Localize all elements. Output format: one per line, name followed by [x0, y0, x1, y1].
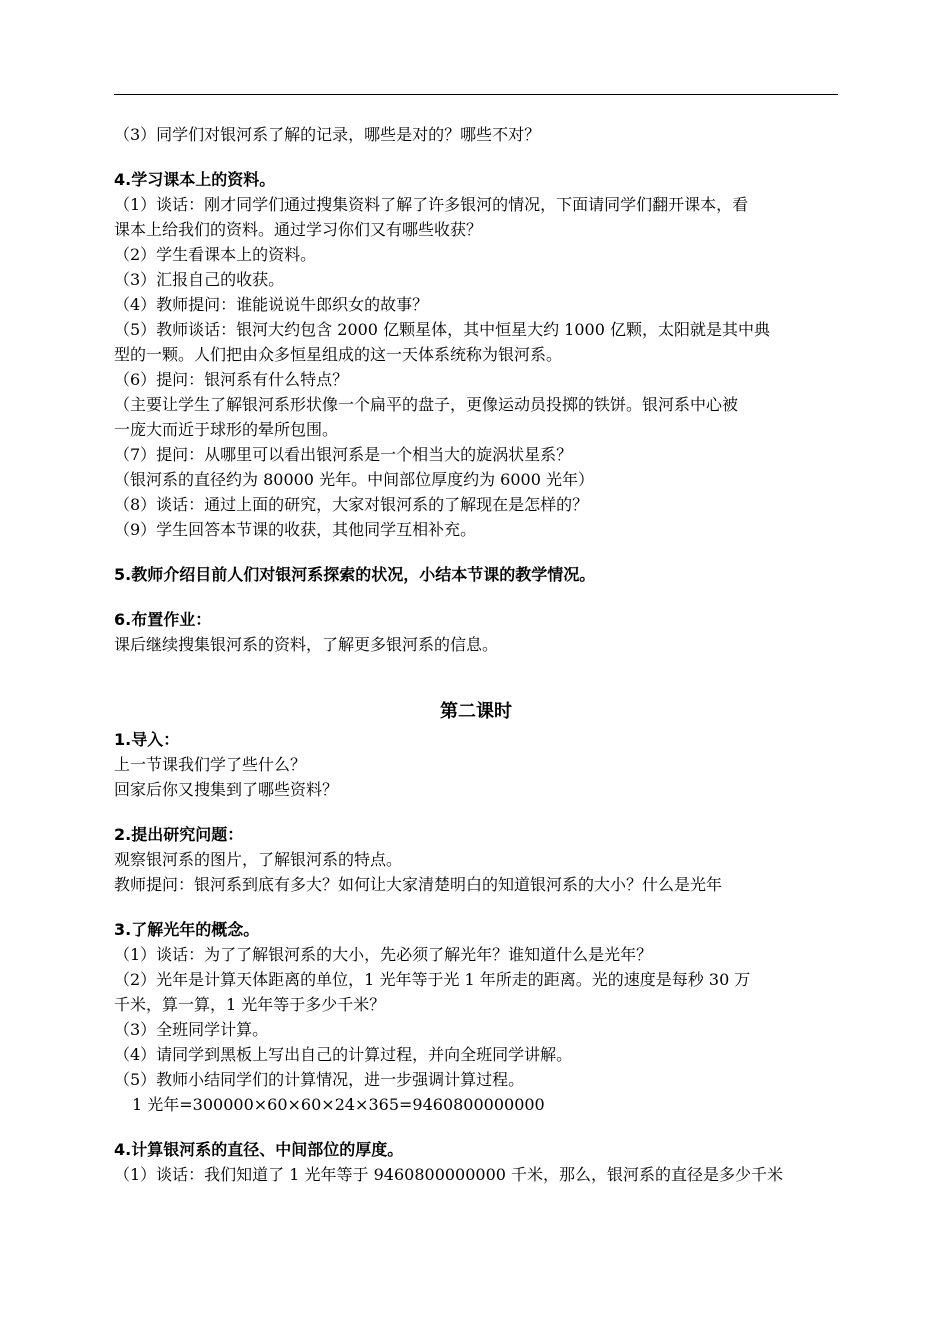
paragraph: （2）光年是计算天体距离的单位，1 光年等于光 1 年所走的距离。光的速度是每秒 30 万	[114, 970, 751, 989]
paragraph: （2）学生看课本上的资料。	[114, 245, 317, 264]
paragraph: 课本上给我们的资料。通过学习你们又有哪些收获？	[114, 220, 483, 239]
paragraph: （6）提问：银河系有什么特点？	[114, 370, 349, 389]
document-body	[114, 122, 838, 1187]
section-heading: 1.导入：	[114, 730, 180, 749]
paragraph: （4）教师提问：谁能说说牛郎织女的故事？	[114, 295, 429, 314]
paragraph: （8）谈话：通过上面的研究，大家对银河系的了解现在是怎样的？	[114, 495, 589, 514]
header-rule	[114, 94, 838, 95]
paragraph: （3）汇报自己的收获。	[114, 270, 285, 289]
formula: 1 光年=300000×60×60×24×365=9460800000000	[132, 1095, 545, 1114]
paragraph: （银河系的直径约为 80000 光年。中间部位厚度约为 6000 光年）	[114, 470, 594, 489]
paragraph: 观察银河系的图片，了解银河系的特点。	[114, 850, 403, 869]
section-heading: 5.教师介绍目前人们对银河系探索的状况，小结本节课的教学情况。	[114, 565, 596, 584]
paragraph: 上一节课我们学了些什么？	[114, 755, 307, 774]
paragraph: 课后继续搜集银河系的资料，了解更多银河系的信息。	[114, 635, 499, 654]
paragraph: （5）教师小结同学们的计算情况，进一步强调计算过程。	[114, 1070, 525, 1089]
section-heading: 4.学习课本上的资料。	[114, 170, 276, 189]
paragraph: 千米，算一算，1 光年等于多少千米？	[114, 995, 386, 1014]
section-heading: 6.布置作业：	[114, 610, 212, 629]
paragraph: （9）学生回答本节课的收获，其他同学互相补充。	[114, 520, 477, 539]
section-heading: 3.了解光年的概念。	[114, 920, 260, 939]
paragraph: （4）请同学到黑板上写出自己的计算过程，并向全班同学讲解。	[114, 1045, 573, 1064]
paragraph: 一庞大而近于球形的晕所包围。	[114, 420, 339, 439]
lesson-title: 第二课时	[440, 701, 512, 722]
paragraph: 教师提问：银河系到底有多大？如何让大家清楚明白的知道银河系的大小？什么是光年	[114, 875, 723, 894]
section-heading: 2.提出研究问题：	[114, 825, 244, 844]
paragraph: 回家后你又搜集到了哪些资料？	[114, 780, 339, 799]
paragraph: （1）谈话：刚才同学们通过搜集资料了解了许多银河的情况，下面请同学们翻开课本，看	[114, 195, 749, 214]
paragraph: （3）同学们对银河系了解的记录，哪些是对的？哪些不对？	[114, 125, 541, 144]
paragraph: （1）谈话：我们知道了 1 光年等于 9460800000000 千米，那么，银河系的直径是多少千米	[114, 1165, 784, 1184]
paragraph: （3）全班同学计算。	[114, 1020, 269, 1039]
paragraph: 型的一颗。人们把由众多恒星组成的这一天体系统称为银河系。	[114, 345, 563, 364]
paragraph: （1）谈话：为了了解银河系的大小，先必须了解光年？谁知道什么是光年？	[114, 945, 653, 964]
paragraph: （7）提问：从哪里可以看出银河系是一个相当大的旋涡状星系？	[114, 445, 573, 464]
section-heading: 4.计算银河系的直径、中间部位的厚度。	[114, 1140, 404, 1159]
paragraph: （5）教师谈话：银河大约包含 2000 亿颗星体，其中恒星大约 1000 亿颗，太阳就是其中典	[114, 320, 770, 339]
paragraph: （主要让学生了解银河系形状像一个扁平的盘子，更像运动员投掷的铁饼。银河系中心被	[114, 395, 739, 414]
